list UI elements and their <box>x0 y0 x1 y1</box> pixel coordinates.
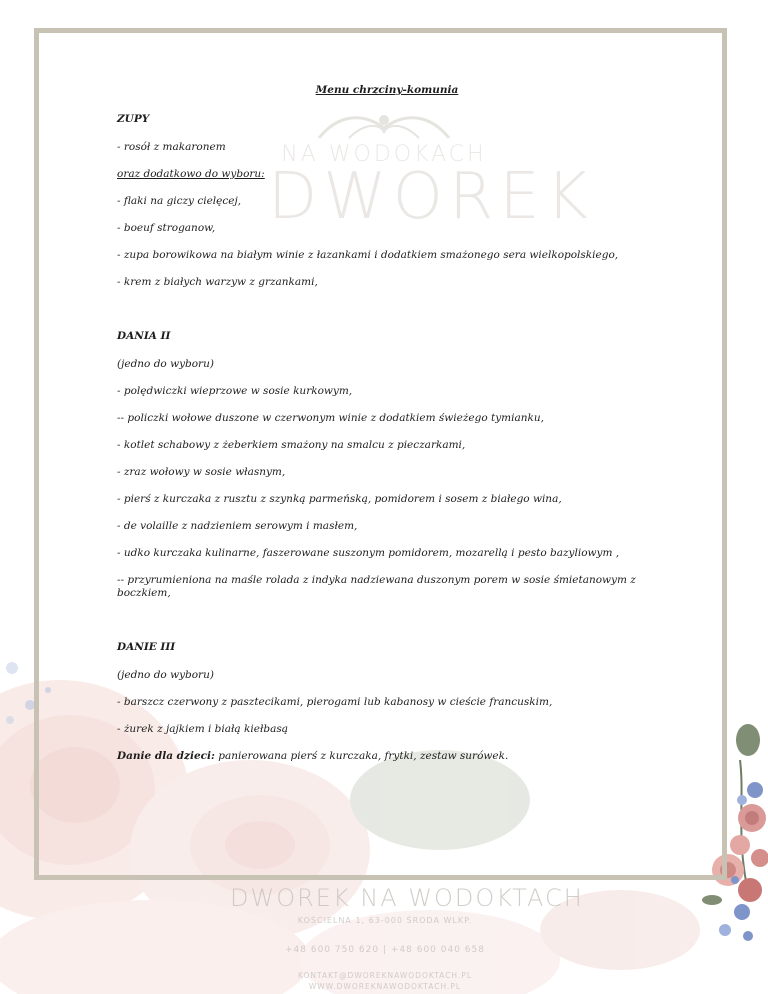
footer-branding <box>230 884 584 991</box>
menu-item: - pierś z kurczaka z rusztu z szynką parmeńską, pomidorem i sosem z białego wina, <box>117 493 562 505</box>
menu-item: - barszcz czerwony z pasztecikami, pierogami lub kabanosy w cieście francuskim, <box>117 696 553 708</box>
menu-item: -- przyrumieniona na maśle rolada z indyka nadziewana duszonym porem w sosie śmietanowym z boczkiem, <box>117 574 636 599</box>
kids-menu-label: Danie dla dzieci: <box>117 750 215 762</box>
extra-choice-label: oraz dodatkowo do wyboru: <box>117 168 265 180</box>
watermark-title: DWOREK <box>268 160 594 234</box>
menu-item: - polędwiczki wieprzowe w sosie kurkowym, <box>117 385 353 397</box>
menu-item: - rosół z makaronem <box>117 141 226 153</box>
section-heading-dania-ii: DANIA II <box>117 330 171 342</box>
menu-item: - żurek z jajkiem i białą kiełbasą <box>117 723 288 735</box>
menu-item: - zupa borowikowa na białym winie z łazankami i dodatkiem smażonego sera wielkopolskiego, <box>117 249 619 261</box>
menu-item: - flaki na giczy cielęcej, <box>117 195 242 207</box>
menu-content <box>117 84 637 777</box>
footer-email: KONTAKT@DWOREKNAWODOKTACH.PL <box>297 971 473 980</box>
section-heading-zupy: ZUPY <box>117 113 150 125</box>
kids-menu-line <box>117 750 637 763</box>
menu-item: -- policzki wołowe duszone w czerwonym winie z dodatkiem świeżego tymianku, <box>117 412 544 424</box>
section-note: (jedno do wyboru) <box>117 358 214 370</box>
menu-title: Menu chrzciny-komunia <box>315 84 459 96</box>
menu-item: - boeuf stroganow, <box>117 222 216 234</box>
footer-address: KOŚCIELNA 1, 63-000 ŚRODA WLKP. <box>297 916 473 925</box>
menu-item: - udko kurczaka kulinarne, faszerowane suszonym pomidorem, mozarellą i pesto bazyliowym , <box>117 547 620 559</box>
menu-item: - de volaille z nadzieniem serowym i masłem, <box>117 520 358 532</box>
footer-website: WWW.DWOREKNAWODOKTACH.PL <box>308 982 462 991</box>
menu-item: - zraz wołowy w sosie własnym, <box>117 466 286 478</box>
footer-phones: +48 600 750 620 | +48 600 040 658 <box>285 945 485 955</box>
kids-menu-text: panierowana pierś z kurczaka, frytki, zestaw surówek. <box>214 750 509 762</box>
section-note: (jedno do wyboru) <box>117 669 214 681</box>
section-heading-danie-iii: DANIE III <box>117 641 176 653</box>
watermark-subtitle: NA WODOKACH <box>281 142 487 167</box>
menu-item: - krem z białych warzyw z grzankami, <box>117 276 318 288</box>
menu-item: - kotlet schabowy z żeberkiem smażony na smalcu z pieczarkami, <box>117 439 466 451</box>
footer-logo: DWOREK NA WODOKTACH <box>230 884 584 912</box>
